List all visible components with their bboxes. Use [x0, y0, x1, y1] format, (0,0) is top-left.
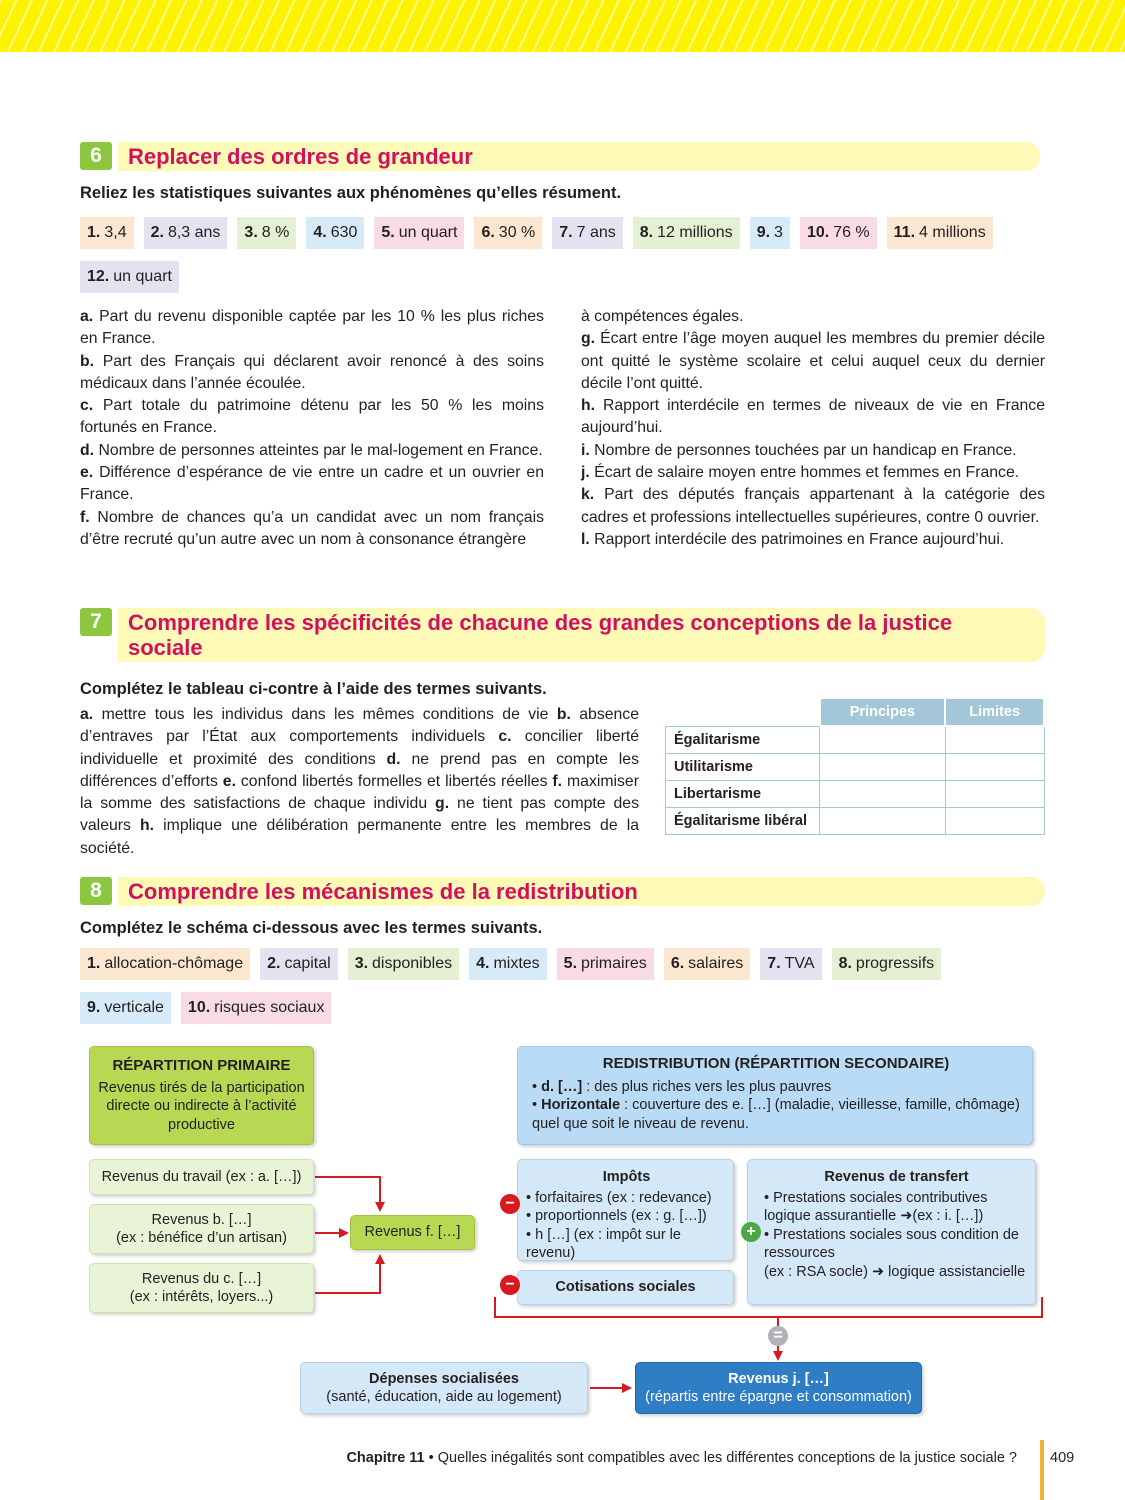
item-text: Part totale du patrimoine détenu par les 50 % les moins fortunés en France.	[80, 397, 544, 437]
item-text: Part des Français qui déclarent avoir renoncé à des soins médicaux dans l’année écoulée.	[80, 352, 544, 392]
chip-number: 6.	[481, 224, 495, 241]
phenomenon-item	[80, 507, 544, 552]
vertical-text: : des plus riches vers les plus pauvres	[582, 1078, 832, 1095]
page-number: 409	[1050, 1450, 1075, 1466]
item-text: Part des députés français appartenant à la catégorie des cadres et professions intellectuelles supérieures, contre 0 ouvrier.	[581, 486, 1045, 526]
phenomenon-item	[581, 395, 1045, 440]
box-text: Revenus f. […]	[364, 1224, 461, 1241]
term-chip[interactable]	[469, 948, 547, 980]
phenomena-left-column	[80, 306, 544, 551]
item-text: Nombre de personnes touchées par un handicap en France.	[594, 441, 1017, 459]
chip-text: un quart	[398, 224, 458, 241]
chip-text: verticale	[104, 999, 164, 1016]
impots-item: • forfaitaires (ex : redevance)	[526, 1189, 712, 1206]
revenus-f-box	[350, 1215, 475, 1250]
term-letter: g.	[435, 795, 458, 813]
horizontal-text: : couverture des e. […] (maladie, vieillesse, famille, chômage) quel que soit le niveau de revenu.	[532, 1097, 1020, 1132]
term-chip[interactable]	[80, 948, 250, 980]
section-title-line-2: sociale	[128, 635, 203, 660]
chapter-title: • Quelles inégalités sont compatibles avec les différentes conceptions de la justice sociale ?	[424, 1450, 1017, 1466]
minus-icon: −	[500, 1275, 520, 1295]
minus-icon: −	[500, 1194, 520, 1214]
blank-cell[interactable]	[945, 780, 1044, 807]
revenus-c-box	[89, 1263, 314, 1313]
item-text: h […] (ex : impôt sur le revenu)	[526, 1226, 681, 1261]
item-text: Écart entre l’âge moyen auquel les membres du premier décile ont quitté le système scolaire et celui auquel ceux du dernier décile l’ont quitté.	[581, 330, 1045, 392]
chip-text: risques sociaux	[214, 999, 325, 1016]
revenus-b-box	[89, 1204, 314, 1254]
box-title: RÉPARTITION PRIMAIRE	[112, 1057, 291, 1074]
box-text-line-2: (santé, éducation, aide au logement)	[326, 1389, 562, 1405]
term-chip[interactable]	[181, 992, 332, 1024]
term-letter: a.	[80, 706, 102, 723]
item-text: Nombre de chances qu’a un candidat avec un nom français d’être recruté qu’un autre avec un nom à consonance étrangère	[80, 508, 545, 548]
phenomenon-item	[581, 484, 1045, 529]
term-chip[interactable]	[260, 948, 338, 980]
section-title-line-1: Comprendre les spécificités de chacune des grandes conceptions de la justice	[128, 610, 953, 635]
chip-text: TVA	[784, 955, 815, 972]
statistic-chip[interactable]	[474, 217, 542, 249]
term-text: mettre tous les individus dans les mêmes conditions de vie	[101, 706, 557, 723]
statistics-chips	[80, 217, 1050, 293]
box-text: Revenus tirés de la participation directe ou indirecte à l’activité productive	[98, 1079, 305, 1133]
transfert-item: • Prestations sociales sous condition de ressources	[764, 1226, 1019, 1261]
redistribution-box	[517, 1046, 1033, 1145]
item-text: Rapport interdécile en termes de niveaux de vie en France aujourd’hui.	[581, 397, 1045, 437]
phenomenon-item	[581, 462, 1045, 484]
equals-icon: =	[768, 1326, 788, 1346]
chip-number: 8.	[639, 224, 654, 241]
chip-number: 5.	[563, 955, 578, 972]
chip-number: 9.	[756, 224, 771, 241]
chip-number: 7.	[559, 224, 573, 241]
section-7-header	[80, 608, 1045, 662]
term-text: concilier liberté individuelle et proximité des conditions	[80, 728, 640, 768]
redistribution-vertical: • d. […] : des plus riches vers les plus pauvres	[532, 1078, 832, 1095]
item-text: Prestations sociales sous condition de ressources	[764, 1226, 1019, 1261]
header-limites: Limites	[945, 698, 1044, 726]
blank-cell[interactable]	[820, 780, 946, 807]
chip-number: 3.	[354, 955, 369, 972]
section-8-header	[80, 877, 1045, 906]
term-chip[interactable]	[760, 948, 821, 980]
statistic-chip[interactable]	[80, 261, 179, 293]
transfert-item-cont: logique assurantielle ➜(ex : i. […])	[764, 1208, 984, 1224]
redistribution-horizontal: • Horizontale : couverture des e. […] (maladie, vieillesse, famille, chômage) quel que soit le niveau de revenu.	[532, 1097, 1020, 1132]
chip-number: 4.	[476, 955, 490, 972]
chip-text: 3	[774, 224, 783, 241]
row-label: Utilitarisme	[666, 753, 820, 780]
header-principes: Principes	[820, 698, 946, 726]
section-title: Replacer des ordres de grandeur	[118, 142, 1040, 171]
statistic-chip[interactable]	[552, 217, 622, 249]
chip-number: 1.	[87, 224, 101, 241]
term-letter: h.	[140, 817, 164, 835]
statistic-chip[interactable]	[633, 217, 740, 249]
statistic-chip[interactable]	[80, 217, 134, 249]
section-number: 8	[80, 877, 112, 905]
revenus-transfert-box	[747, 1159, 1036, 1305]
chip-number: 7.	[767, 955, 781, 972]
item-letter: g.	[581, 330, 601, 348]
chip-number: 11.	[893, 224, 916, 241]
phenomenon-item	[80, 395, 544, 440]
statistic-chip[interactable]	[374, 217, 464, 249]
phenomenon-item	[581, 529, 1045, 551]
chip-number: 8.	[838, 955, 852, 972]
box-title: Revenus de transfert	[824, 1169, 969, 1185]
chip-text: 630	[330, 224, 358, 241]
instruction: Complétez le schéma ci-dessous avec les termes suivants.	[80, 919, 543, 937]
statistic-chip[interactable]	[887, 217, 993, 249]
row-label: Égalitarisme libéral	[666, 807, 820, 834]
page-marker-bar	[1040, 1440, 1044, 1500]
blank-cell[interactable]	[945, 726, 1044, 753]
impots-box	[517, 1159, 734, 1261]
chip-number: 1.	[87, 955, 101, 972]
box-text-line-1: Revenus du c. […]	[141, 1270, 262, 1287]
item-letter: e.	[80, 464, 100, 482]
row-label: Libertarisme	[666, 780, 820, 807]
statistic-chip[interactable]	[750, 217, 790, 249]
item-text: Rapport interdécile des patrimoines en France aujourd’hui.	[594, 530, 1005, 548]
section-title	[118, 608, 1045, 662]
chapter-label: Chapitre 11	[346, 1450, 425, 1466]
transfert-item-cont: (ex : RSA socle) ➜ logique assistancielle	[764, 1263, 1026, 1280]
box-title: Impôts	[602, 1169, 651, 1185]
impots-item: • proportionnels (ex : g. […])	[526, 1208, 707, 1224]
chip-text: capital	[284, 955, 331, 972]
row-label: Égalitarisme	[666, 726, 820, 753]
term-letter: b.	[556, 706, 580, 723]
chip-number: 4.	[313, 224, 327, 241]
box-text-line-1: Dépenses socialisées	[369, 1370, 519, 1387]
box-text: Cotisations sociales	[555, 1279, 696, 1296]
item-text: Écart de salaire moyen entre hommes et femmes en France.	[594, 464, 1020, 482]
item-letter: f.	[80, 508, 98, 526]
chip-number: 9.	[87, 999, 101, 1016]
term-letter: f.	[552, 772, 568, 790]
item-letter: a.	[80, 308, 100, 325]
chip-text: salaires	[688, 955, 744, 972]
blank-cell[interactable]	[820, 753, 946, 780]
phenomenon-item	[80, 440, 544, 462]
plus-icon: +	[741, 1222, 761, 1242]
term-text: absence d’entraves par l’État aux comportements individuels	[80, 706, 639, 746]
impots-item: • h […] (ex : impôt sur le revenu)	[526, 1226, 681, 1261]
box-text-line-1: Revenus j. […]	[728, 1370, 829, 1387]
revenus-travail-box	[89, 1159, 314, 1195]
term-letter: e.	[222, 772, 241, 790]
top-color-band	[0, 0, 1125, 52]
chip-text: progressifs	[855, 955, 935, 972]
term-text: implique une délibération permanente entre les membres de la société.	[80, 817, 640, 857]
term-chip[interactable]	[832, 948, 942, 980]
item-text: Part du revenu disponible captée par les 10 % les plus riches en France.	[80, 308, 544, 348]
box-text-line-2: (ex : bénéfice d’un artisan)	[116, 1230, 287, 1246]
blank-cell[interactable]	[945, 807, 1044, 834]
term-chip[interactable]	[348, 948, 459, 980]
term-letter: d.	[386, 750, 412, 768]
depenses-socialisees-box	[300, 1362, 588, 1414]
instruction: Complétez le tableau ci-contre à l’aide des termes suivants.	[80, 680, 547, 698]
phenomenon-item	[80, 462, 544, 507]
item-letter: h.	[581, 397, 603, 415]
term-text: maximiser la somme des satisfactions de chaque individu	[80, 772, 639, 813]
box-text-line-1: Revenus b. […]	[151, 1211, 252, 1228]
phenomenon-item	[80, 351, 544, 396]
phenomena-right-column	[581, 306, 1045, 551]
item-text: Nombre de personnes atteintes par le mal-logement en France.	[98, 441, 543, 459]
term-text: ne prend pas en compte les différences d’efforts	[80, 750, 639, 790]
item-letter: c.	[80, 397, 103, 415]
item-text: proportionnels (ex : g. […])	[535, 1208, 707, 1224]
term-text: ne tient pas compte des valeurs	[80, 795, 639, 835]
chip-text: disponibles	[372, 955, 453, 972]
section-number: 6	[80, 142, 112, 170]
statistic-chip[interactable]	[237, 217, 296, 249]
chip-text: 8 %	[261, 224, 290, 241]
item-text: Différence d’espérance de vie entre un cadre et un ouvrier en France.	[80, 464, 544, 504]
chip-text: 76 %	[833, 224, 870, 241]
item-letter: d.	[80, 441, 99, 459]
justice-table	[665, 697, 1045, 835]
chip-number: 2.	[267, 955, 281, 972]
chip-text: un quart	[113, 268, 172, 285]
box-text: Revenus du travail (ex : a. […])	[101, 1168, 302, 1185]
term-chip[interactable]	[664, 948, 750, 980]
term-chip[interactable]	[557, 948, 654, 980]
item-letter: j.	[581, 464, 595, 482]
repartition-primaire-box	[89, 1046, 314, 1145]
chip-number: 10.	[806, 224, 830, 241]
horizontal-label: Horizontale	[541, 1097, 621, 1113]
phenomenon-item	[80, 306, 544, 351]
blank-cell[interactable]	[820, 807, 946, 834]
chip-text: 30 %	[498, 224, 536, 241]
box-text-line-2: (répartis entre épargne et consommation)	[645, 1389, 912, 1405]
item-letter: i.	[581, 441, 595, 459]
box-text-line-2: (ex : intérêts, loyers...)	[129, 1289, 274, 1305]
item-letter: k.	[581, 486, 605, 504]
vertical-label: d. […]	[541, 1078, 583, 1095]
statistic-chip[interactable]	[144, 217, 228, 249]
chip-number: 3.	[244, 224, 258, 241]
box-title: REDISTRIBUTION (RÉPARTITION SECONDAIRE)	[602, 1055, 950, 1072]
chip-text: 12 millions	[657, 224, 733, 241]
chip-number: 10.	[187, 999, 211, 1016]
chip-text: 4 millions	[919, 224, 986, 241]
item-text: Prestations sociales contributives	[773, 1189, 988, 1206]
chip-number: 6.	[670, 955, 685, 972]
transfert-item: • Prestations sociales contributives	[764, 1189, 988, 1206]
phenomenon-item	[581, 328, 1045, 395]
chip-number: 5.	[381, 224, 395, 241]
term-chip[interactable]	[80, 992, 171, 1024]
chip-text: 7 ans	[576, 224, 616, 241]
chip-number: 2.	[150, 224, 164, 241]
item-letter: l.	[581, 530, 595, 548]
statistic-chip[interactable]	[306, 217, 364, 249]
section-title: Comprendre les mécanismes de la redistribution	[118, 877, 1045, 906]
chip-text: 8,3 ans	[167, 224, 221, 241]
statistic-chip[interactable]	[800, 217, 877, 249]
chip-number: 12.	[87, 268, 110, 285]
terms-chips	[80, 948, 980, 1024]
section-6-header	[80, 142, 1040, 171]
cotisations-box	[517, 1270, 734, 1305]
page-footer	[346, 1450, 1017, 1466]
blank-cell[interactable]	[820, 726, 946, 753]
terms-paragraph	[80, 704, 639, 860]
section-number: 7	[80, 608, 112, 636]
item-text: forfaitaires (ex : redevance)	[535, 1189, 712, 1206]
blank-cell[interactable]	[945, 753, 1044, 780]
phenomenon-item	[581, 440, 1045, 462]
revenus-j-box	[635, 1362, 922, 1414]
item-letter: b.	[80, 352, 103, 370]
term-text: confond libertés formelles et libertés réelles	[240, 772, 553, 790]
continued-text: à compétences égales.	[581, 308, 744, 325]
term-letter: c.	[498, 728, 525, 746]
chip-text: mixtes	[493, 955, 540, 972]
chip-text: allocation-chômage	[104, 955, 244, 972]
instruction: Reliez les statistiques suivantes aux phénomènes qu’elles résument.	[80, 184, 622, 202]
chip-text: 3,4	[104, 224, 127, 241]
chip-text: primaires	[581, 955, 647, 972]
